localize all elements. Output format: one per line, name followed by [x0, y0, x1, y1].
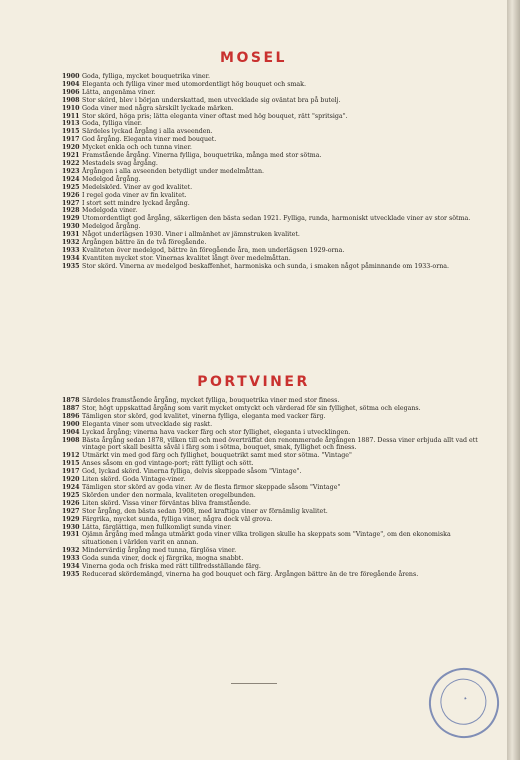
- vintage-entry: [62, 200, 480, 208]
- vintage-entry: [62, 73, 480, 81]
- vintage-description: Reducerad skördemängd, vinerna ha god bouquet och färg. Årgången bättre än de tre föregående årens.: [82, 570, 419, 578]
- vintage-year: 1935: [62, 262, 80, 270]
- vintage-description: Liten skörd. Goda Vintage-viner.: [82, 476, 186, 484]
- vintage-year: 1931: [62, 231, 80, 239]
- vintage-year: 1932: [62, 239, 80, 247]
- vintage-year: 1920: [62, 144, 80, 152]
- vintage-entry: [62, 516, 480, 524]
- vintage-year: 1924: [62, 483, 80, 491]
- vintage-year: 1933: [62, 555, 80, 563]
- vintage-year: 1908: [62, 436, 80, 444]
- vintage-description: Mindervärdig årgång med tunna, färglösa viner.: [82, 547, 237, 555]
- vintage-entry: [62, 231, 480, 239]
- vintage-entry: [62, 531, 480, 547]
- vintage-year: 1928: [62, 207, 80, 215]
- vintage-entry: [62, 168, 480, 176]
- vintage-year: 1924: [62, 175, 80, 183]
- vintage-description: Kvantiten mycket stor. Vinernas kvalitet långt över medelmåttan.: [82, 254, 291, 262]
- mosel-heading: MOSEL: [220, 50, 287, 66]
- vintage-year: 1904: [62, 428, 80, 436]
- vintage-year: 1921: [62, 152, 80, 160]
- vintage-year: 1911: [62, 112, 80, 120]
- closing-divider: [231, 683, 277, 684]
- vintage-year: 1904: [62, 80, 80, 88]
- vintage-entry: [62, 460, 480, 468]
- vintage-year: 1923: [62, 167, 80, 175]
- vintage-entry: [62, 160, 480, 168]
- vintage-entry: [62, 492, 480, 500]
- vintage-description: Medelgoda viner.: [82, 207, 138, 215]
- vintage-description: Stor årgång, den bästa sedan 1908, med kraftiga viner av förnämlig kvalitet.: [82, 507, 328, 515]
- vintage-entry: [62, 136, 480, 144]
- vintage-description: Tämligen stor skörd, god kvalitet, vinerna fylliga, eleganta med vacker färg.: [82, 412, 326, 420]
- vintage-description: Lätta, färglättiga, men fullkomligt sunda viner.: [82, 523, 232, 531]
- vintage-entry: [62, 263, 480, 271]
- library-stamp: [419, 658, 509, 748]
- vintage-entry: [62, 184, 480, 192]
- vintage-entry: [62, 397, 480, 405]
- vintage-description: Mycket enkla och och tunna viner.: [82, 144, 192, 152]
- vintage-year: 1932: [62, 547, 80, 555]
- vintage-entry: [62, 128, 480, 136]
- vintage-description: Medelgod årgång.: [82, 223, 141, 231]
- vintage-entry: [62, 508, 480, 516]
- vintage-description: Särdeles framstående årgång, mycket fylliga, bouquetrika viner med stor finess.: [82, 397, 340, 404]
- vintage-entry: [62, 437, 480, 453]
- vintage-entry: [62, 476, 480, 484]
- vintage-description: Ojämn årgång med många utmärkt goda viner vilka troligen skulle ha skeppats som "Vintage", om den ekonomiska situationen i världen varit en annan.: [82, 531, 451, 547]
- vintage-entry: [62, 563, 480, 571]
- vintage-description: Stor skörd. Vinerna av medelgod beskaffenhet, harmoniska och sunda, i smaken något påminnande om 1933-orna.: [82, 262, 450, 270]
- vintage-entry: [62, 152, 480, 160]
- vintage-description: Goda viner med några särskilt lyckade märken.: [82, 104, 234, 112]
- vintage-entry: [62, 255, 480, 263]
- vintage-year: 1931: [62, 531, 80, 539]
- vintage-entry: [62, 468, 480, 476]
- vintage-entry: [62, 207, 480, 215]
- vintage-entry: [62, 113, 480, 121]
- vintage-year: 1927: [62, 507, 80, 515]
- vintage-year: 1887: [62, 404, 80, 412]
- vintage-entry: [62, 223, 480, 231]
- vintage-year: 1910: [62, 104, 80, 112]
- vintage-entry: [62, 500, 480, 508]
- vintage-description: Goda sunda viner, dock ej färgrika, mogna snabbt.: [82, 555, 244, 563]
- vintage-description: Kvaliteten över medelgod, bättre än föregående åra, men underlägsen 1929-orna.: [82, 246, 345, 254]
- vintage-entry: [62, 452, 480, 460]
- vintage-description: Färgrika, mycket sunda, fylliga viner, några dock väl grova.: [82, 515, 273, 523]
- vintage-year: 1906: [62, 88, 80, 96]
- vintage-year: 1934: [62, 254, 80, 262]
- portviner-vintage-list: [62, 397, 480, 579]
- vintage-entry: [62, 144, 480, 152]
- vintage-entry: [62, 555, 480, 563]
- vintage-description: God årgång. Eleganta viner med bouquet.: [82, 136, 217, 144]
- vintage-description: Medelgod årgång.: [82, 175, 141, 183]
- vintage-description: Liten skörd. Vissa viner förväntas bliva framstående.: [82, 499, 251, 507]
- vintage-entry: [62, 97, 480, 105]
- vintage-year: 1922: [62, 159, 80, 167]
- vintage-entry: [62, 484, 480, 492]
- mosel-vintage-list: [62, 73, 480, 271]
- vintage-description: Utmärkt vin med god färg och fyllighet, bouquetrikt samt med stor sötma. "Vintage": [82, 452, 352, 460]
- vintage-year: 1935: [62, 570, 80, 578]
- vintage-entry: [62, 120, 480, 128]
- vintage-description: Tämligen stor skörd av goda viner. Av de flesta firmor skeppade såsom "Vintage": [82, 483, 341, 491]
- vintage-description: Anses såsom en god vintage-port; rätt fylligt och sött.: [82, 460, 254, 468]
- vintage-description: Årgången bättre än de två föregående.: [82, 239, 207, 247]
- vintage-description: Särdeles lyckad årgång i alla avseenden.: [82, 128, 213, 136]
- vintage-entry: [62, 429, 480, 437]
- vintage-year: 1896: [62, 412, 80, 420]
- vintage-year: 1929: [62, 515, 80, 523]
- vintage-description: Eleganta viner som utvecklade sig raskt.: [82, 420, 213, 428]
- vintage-description: Skörden under den normala, kvaliteten oregelbunden.: [82, 491, 256, 499]
- vintage-entry: [62, 421, 480, 429]
- vintage-year: 1920: [62, 476, 80, 484]
- vintage-year: 1917: [62, 136, 80, 144]
- vintage-description: Något underlägsen 1930. Viner i allmänhet av jämnstruken kvalitet.: [82, 231, 300, 239]
- vintage-description: Årgången i alla avseenden betydligt under medelmåttan.: [82, 167, 265, 175]
- vintage-description: Stor skörd, höga pris; lätta eleganta viner oftast med hög bouquet, rätt "spritsiga".: [82, 112, 348, 120]
- vintage-entry: [62, 239, 480, 247]
- vintage-year: 1908: [62, 96, 80, 104]
- vintage-description: I stort sett mindre lyckad årgång.: [82, 199, 190, 207]
- vintage-year: 1913: [62, 120, 80, 128]
- vintage-year: 1926: [62, 191, 80, 199]
- vintage-entry: [62, 81, 480, 89]
- vintage-entry: [62, 176, 480, 184]
- vintage-year: 1925: [62, 183, 80, 191]
- vintage-description: Utomordentligt god årgång, säkerligen den bästa sedan 1921. Fylliga, runda, harmoniskt utvecklade viner av stor sötma.: [82, 215, 471, 223]
- vintage-year: 1933: [62, 246, 80, 254]
- vintage-year: 1934: [62, 563, 80, 571]
- vintage-description: Mestadels svag årgång.: [82, 159, 158, 167]
- vintage-entry: [62, 571, 480, 579]
- vintage-year: 1878: [62, 397, 80, 404]
- vintage-year: 1929: [62, 215, 80, 223]
- vintage-description: Lyckad årgång; vinerna hava vacker färg och stor fyllighet, eleganta i utvecklingen.: [82, 428, 351, 436]
- vintage-description: Goda, fylliga viner.: [82, 120, 142, 128]
- vintage-description: Goda, fylliga, mycket bouquetrika viner.: [82, 73, 210, 80]
- vintage-description: Lätta, angenäma viner.: [82, 88, 156, 96]
- vintage-year: 1912: [62, 452, 80, 460]
- vintage-entry: [62, 215, 480, 223]
- vintage-entry: [62, 89, 480, 97]
- vintage-description: Stor skörd, blev i början underskattad, men utvecklade sig oväntat bra på butelj.: [82, 96, 341, 104]
- portviner-heading: PORTVINER: [197, 374, 310, 390]
- vintage-year: 1915: [62, 128, 80, 136]
- vintage-year: 1925: [62, 491, 80, 499]
- vintage-description: God, lyckad skörd. Vinerna fylliga, delvis skeppade såsom "Vintage".: [82, 468, 302, 476]
- vintage-description: Stor, högt uppskattad årgång som varit mycket omtyckt och värderad för sin fyllighet, sötma och elegans.: [82, 404, 421, 412]
- vintage-year: 1900: [62, 73, 80, 80]
- vintage-year: 1917: [62, 468, 80, 476]
- vintage-description: Eleganta och fylliga viner med utomordentligt hög bouquet och smak.: [82, 80, 306, 88]
- vintage-year: 1900: [62, 420, 80, 428]
- page-edge: [507, 0, 520, 760]
- vintage-entry: [62, 524, 480, 532]
- vintage-entry: [62, 413, 480, 421]
- vintage-description: Bästa årgång sedan 1878, vilken till och med överträffat den renommerade årgången 1887. Dessa viner erbjuda allt vad ett vintage port skall besitta såväl i färg som i sötma, bouquet, smak, fyllighet och finess.: [82, 436, 478, 452]
- vintage-entry: [62, 405, 480, 413]
- vintage-year: 1927: [62, 199, 80, 207]
- vintage-year: 1930: [62, 223, 80, 231]
- stamp-text: ✦: [462, 695, 469, 703]
- vintage-entry: [62, 105, 480, 113]
- vintage-entry: [62, 247, 480, 255]
- vintage-description: Vinerna goda och friska med rätt tillfredsställande färg.: [82, 563, 261, 571]
- vintage-entry: [62, 547, 480, 555]
- vintage-year: 1930: [62, 523, 80, 531]
- vintage-year: 1915: [62, 460, 80, 468]
- vintage-description: Medelskörd. Viner av god kvalitet.: [82, 183, 193, 191]
- vintage-description: I regel goda viner av fin kvalitet.: [82, 191, 187, 199]
- vintage-entry: [62, 192, 480, 200]
- vintage-description: Framstående årgång. Vinerna fylliga, bouquetrika, många med stor sötma.: [82, 152, 322, 160]
- vintage-year: 1926: [62, 499, 80, 507]
